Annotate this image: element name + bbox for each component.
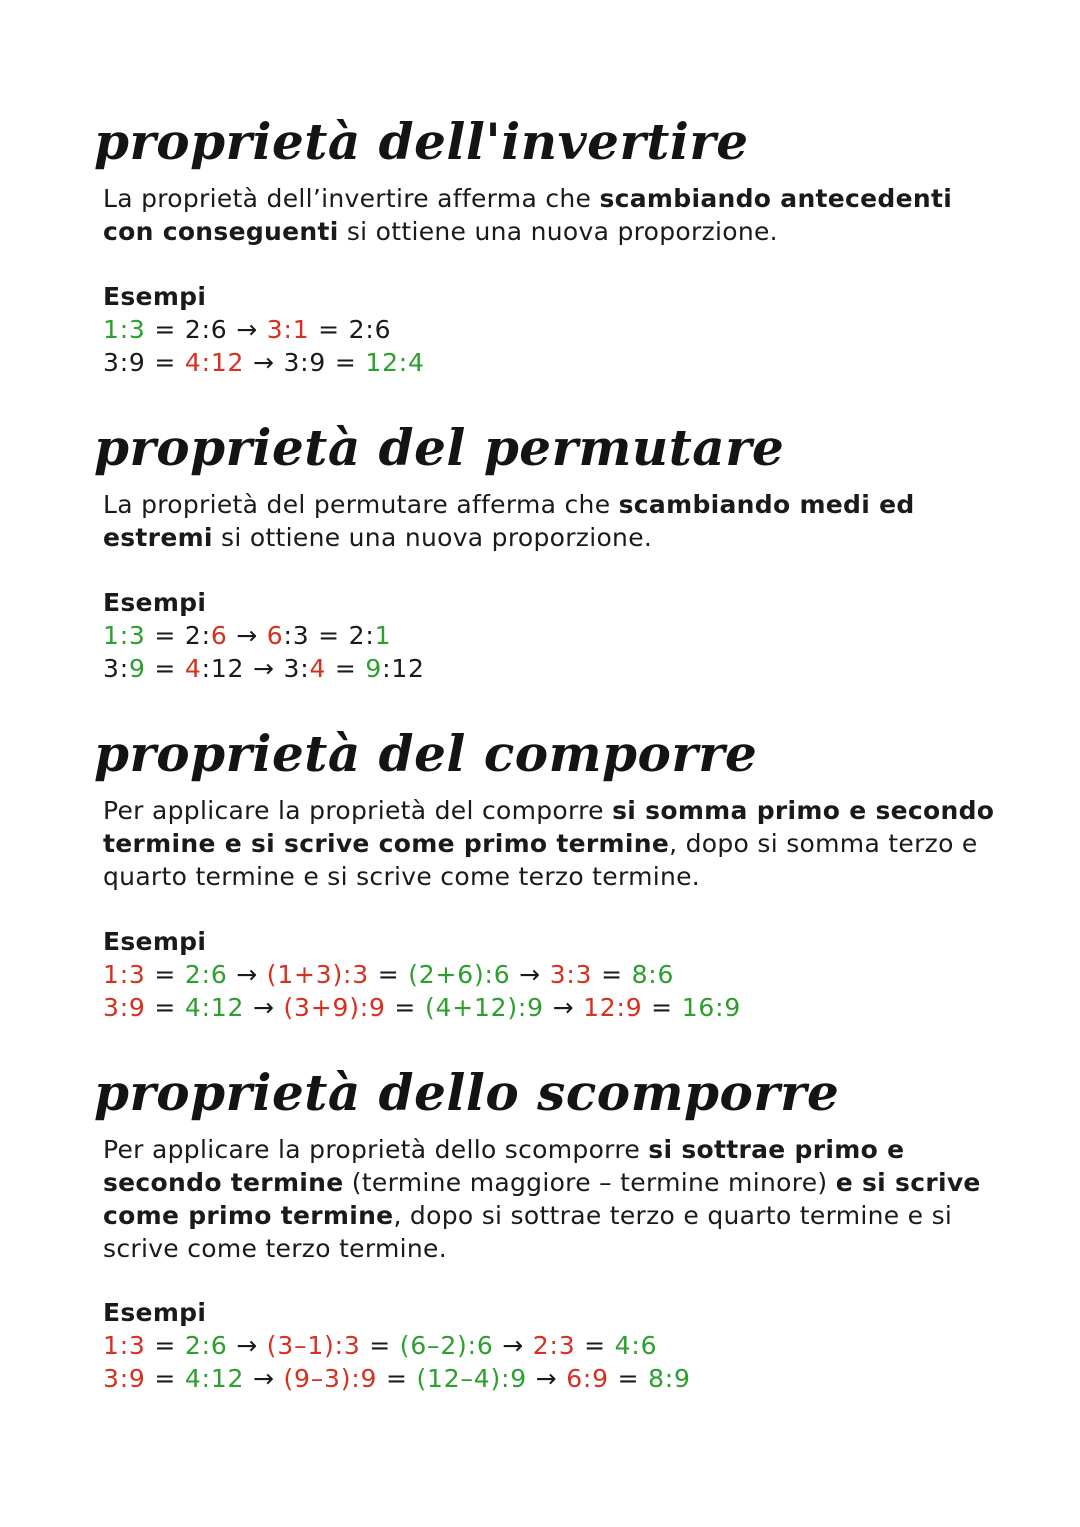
green-term: 9: [365, 654, 383, 683]
operator-text: =: [368, 960, 409, 989]
red-term: 6:9: [566, 1364, 609, 1393]
section-description: [103, 182, 1003, 248]
operator-text: → 3:9 =: [244, 348, 366, 377]
red-term: 6: [266, 621, 284, 650]
operator-text: :12 → 3:: [201, 654, 310, 683]
red-term: (3–1):3: [266, 1331, 361, 1360]
text-run: si ottiene una nuova proporzione.: [212, 523, 653, 552]
red-term: 3:9: [103, 1364, 146, 1393]
green-term: 4:12: [184, 993, 245, 1022]
green-term: 8:6: [631, 960, 675, 989]
red-term: 1:3: [103, 960, 146, 989]
operator-text: →: [244, 1364, 284, 1393]
example-line: [103, 991, 741, 1024]
bold-text: scambiando medi ed estremi: [103, 490, 915, 552]
example-line: [103, 1362, 691, 1395]
bold-text: scambiando antecedenti con conseguenti: [103, 184, 953, 246]
operator-text: =: [145, 1364, 185, 1393]
example-line: [103, 652, 425, 685]
red-term: 2:3: [532, 1331, 576, 1360]
operator-text: =: [385, 993, 425, 1022]
operator-text: = 2:6 →: [145, 315, 267, 344]
red-term: 4: [184, 654, 202, 683]
text-run: , dopo si somma terzo e quarto termine e si scrive come terzo termine.: [103, 829, 978, 891]
red-term: 1:3: [103, 1331, 146, 1360]
section-description: [103, 794, 1003, 893]
operator-text: →: [543, 993, 584, 1022]
green-term: (6–2):6: [399, 1331, 494, 1360]
operator-text: →: [493, 1331, 533, 1360]
operator-text: =: [592, 960, 632, 989]
green-term: 1:3: [103, 315, 146, 344]
green-term: 4:6: [614, 1331, 658, 1360]
operator-text: =: [360, 1331, 400, 1360]
red-term: 3:3: [549, 960, 593, 989]
red-term: 3:9: [103, 993, 146, 1022]
operator-text: →: [526, 1364, 567, 1393]
operator-text: =: [145, 654, 185, 683]
section-description: [103, 488, 1003, 554]
operator-text: →: [227, 1331, 267, 1360]
section-title: proprietà dell'invertire: [94, 112, 749, 171]
examples-label: Esempi: [103, 282, 207, 311]
red-term: 6: [210, 621, 228, 650]
example-line: [103, 619, 391, 652]
text-run: Per applicare la proprietà del comporre: [103, 796, 613, 825]
green-term: 16:9: [681, 993, 742, 1022]
operator-text: →: [510, 960, 550, 989]
examples-label: Esempi: [103, 588, 207, 617]
operator-text: =: [575, 1331, 615, 1360]
green-term: 12:4: [365, 348, 425, 377]
text-run: Per applicare la proprietà dello scomporre: [103, 1135, 649, 1164]
operator-text: :3 = 2:: [283, 621, 375, 650]
example-line: [103, 313, 391, 346]
operator-text: = 2:6: [309, 315, 392, 344]
text-run: (termine maggiore – termine minore): [343, 1168, 836, 1197]
operator-text: →: [227, 621, 267, 650]
red-term: (9–3):9: [283, 1364, 378, 1393]
green-term: 2:6: [184, 1331, 228, 1360]
examples-label: Esempi: [103, 1298, 207, 1327]
text-run: , dopo si sottrae terzo e quarto termine e si scrive come terzo termine.: [103, 1201, 953, 1263]
section-title: proprietà del comporre: [94, 724, 758, 783]
red-term: 4: [309, 654, 327, 683]
bold-text: si somma primo e secondo termine e si scrive come primo termine: [103, 796, 995, 858]
section-description: [103, 1133, 1003, 1265]
examples-label: Esempi: [103, 927, 207, 956]
operator-text: =: [608, 1364, 649, 1393]
green-term: (12–4):9: [416, 1364, 527, 1393]
operator-text: →: [227, 960, 267, 989]
green-term: 1: [374, 621, 392, 650]
operator-text: =: [377, 1364, 417, 1393]
text-run: La proprietà del permutare afferma che: [103, 490, 619, 519]
example-line: [103, 1329, 657, 1362]
operator-text: =: [642, 993, 682, 1022]
bold-text: e si scrive come primo termine: [103, 1168, 981, 1230]
red-term: 3:1: [266, 315, 310, 344]
section-title: proprietà dello scomporre: [94, 1063, 840, 1122]
green-term: (2+6):6: [408, 960, 511, 989]
example-line: [103, 958, 674, 991]
operator-text: →: [244, 993, 284, 1022]
operator-text: =: [326, 654, 366, 683]
example-line: [103, 346, 425, 379]
green-term: (4+12):9: [424, 993, 544, 1022]
green-term: 2:6: [184, 960, 228, 989]
red-term: 12:9: [583, 993, 643, 1022]
section-title: proprietà del permutare: [94, 418, 785, 477]
operator-text: = 2:: [145, 621, 211, 650]
green-term: 8:9: [648, 1364, 691, 1393]
operator-text: =: [145, 1331, 185, 1360]
red-term: 4:12: [184, 348, 245, 377]
bold-text: si sottrae primo e secondo termine: [103, 1135, 905, 1197]
green-term: 4:12: [184, 1364, 245, 1393]
green-term: 9: [128, 654, 146, 683]
operator-text: 3:9 =: [103, 348, 185, 377]
text-run: La proprietà dell’invertire afferma che: [103, 184, 600, 213]
text-run: si ottiene una nuova proporzione.: [338, 217, 778, 246]
red-term: (1+3):3: [266, 960, 369, 989]
operator-text: 3:: [103, 654, 129, 683]
operator-text: =: [145, 960, 185, 989]
red-term: (3+9):9: [283, 993, 386, 1022]
green-term: 1:3: [103, 621, 146, 650]
operator-text: :12: [382, 654, 425, 683]
operator-text: =: [145, 993, 185, 1022]
